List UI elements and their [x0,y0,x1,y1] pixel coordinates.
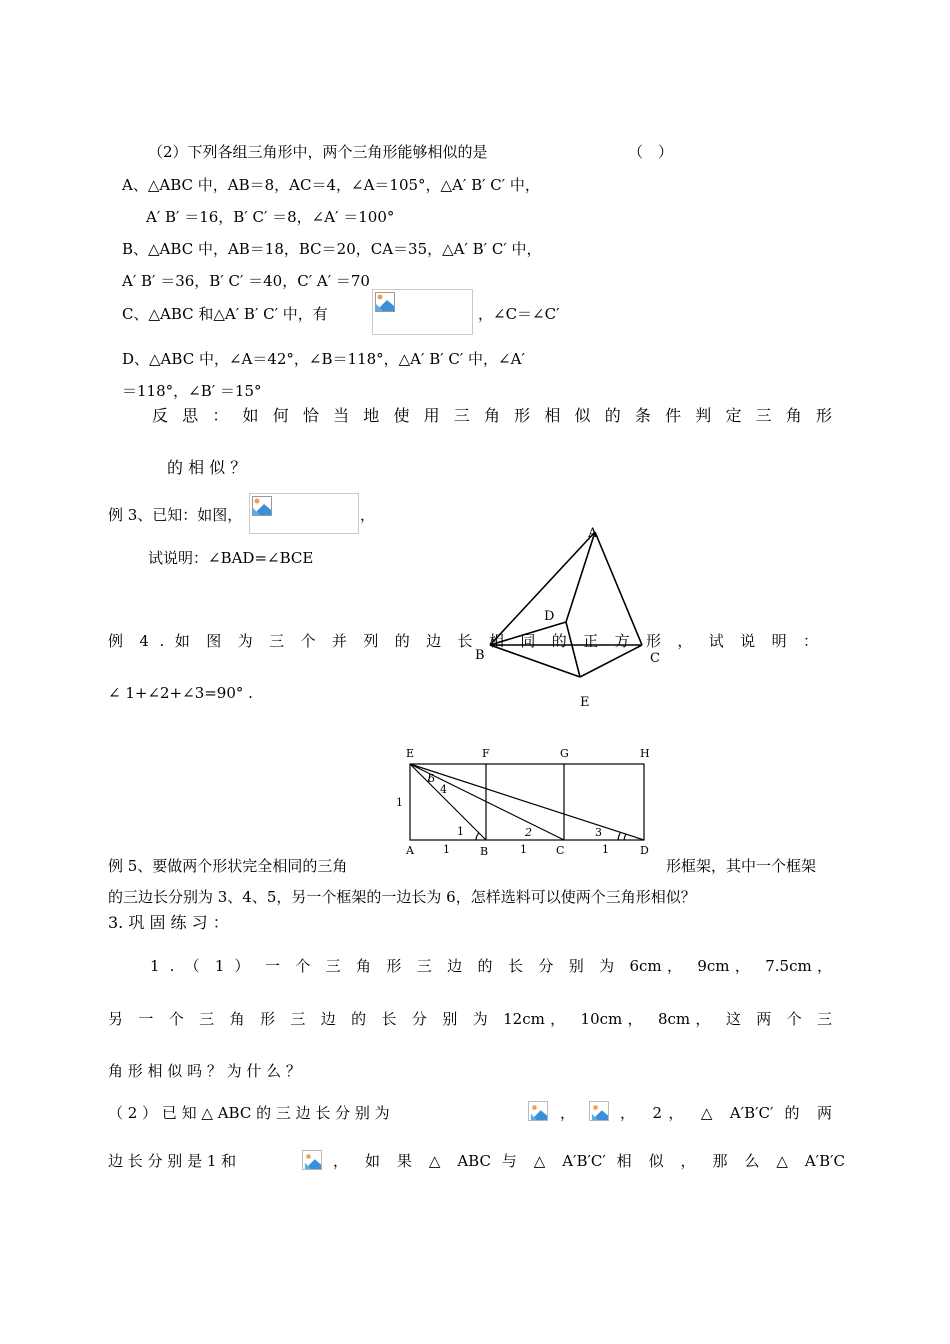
broken-image-icon [375,292,395,312]
q2-option-b-line1: B、△ABC 中，AB＝18，BC＝20，CA＝35，△A′ B′ C′ 中， [122,240,542,258]
fig2-label-g: G [560,747,569,760]
q2-stem: （2）下列各组三角形中，两个三角形能够相似的是 [148,143,488,161]
broken-image-icon [252,496,272,516]
fig2-angle-3: 3 [595,826,602,839]
broken-image-icon [591,1103,609,1121]
example5-line1-suffix: 形框架，其中一个框架 [666,857,817,875]
fig1-label-a: A [588,526,598,541]
reflection-line1: 反 思 ： 如 何 恰 当 地 使 用 三 角 形 相 似 的 条 件 判 定 三 角 形 [152,406,832,425]
fig1-label-e: E [580,695,590,710]
fig2-unit-3: 1 [602,843,609,856]
q2-option-b-line2: A′ B′ ＝36，B′ C′ ＝40，C′ A′ ＝70 [122,272,370,290]
formula-image [302,1150,322,1170]
fig1-label-c: C [650,651,660,666]
fig2-inner-label-4: 4 [440,783,447,796]
q2-option-d-line1: D、△ABC 中，∠A＝42°，∠B＝118°，△A′ B′ C′ 中，∠A′ [122,350,525,368]
fig2-unit-2: 1 [520,843,527,856]
q2-option-d-line2: ＝118°，∠B′ ＝15° [122,382,262,400]
example3-suffix: ， [360,506,376,524]
fig2-label-b: B [480,845,489,858]
fig2-label-h: H [640,747,650,760]
q2-option-c-suffix: ，∠C＝∠C′ [478,305,560,323]
fig1-label-d: D [544,609,555,624]
fig2-label-d: D [640,844,649,857]
example3-prefix: 例 3、已知：如图， [108,506,243,524]
practice2-part-a: （ 2 ） 已 知 △ ABC 的 三 边 长 分 别 为 [108,1104,390,1122]
broken-image-placeholder [372,289,473,335]
q2-answer-paren: （ ） [628,143,674,161]
broken-image-placeholder [249,493,359,534]
example5-line1-prefix: 例 5、要做两个形状完全相同的三角 [108,857,348,875]
q2-option-c-prefix: C、△ABC 和△A′ B′ C′ 中，有 [122,305,328,323]
q2-option-a-line1: A、△ABC 中，AB＝8，AC＝4，∠A＝105°，△A′ B′ C′ 中， [122,176,540,194]
fig1-label-b: B [475,648,485,663]
practice1-line1: 1 . （ 1 ） 一 个 三 角 形 三 边 的 长 分 别 为 6cm， 9cm， 7.5cm， [150,957,832,975]
fig2-label-e: E [406,747,415,760]
q2-option-a-line2: A′ B′ ＝16，B′ C′ ＝8，∠A′ ＝100° [146,208,395,226]
three-squares-figure [390,740,665,862]
example4-line1: 例 4 . 如 图 为 三 个 并 列 的 边 长 相 同 的 正 方 形 ， 试 说 明 ： [108,632,818,650]
example4-line2: ∠ 1+∠2+∠3=90° . [108,684,253,702]
practice2-part-b: ， [560,1104,576,1122]
broken-image-icon [530,1103,548,1121]
fig2-label-c: C [556,844,565,857]
practice2-part-d: 边 长 分 别 是 1 和 [108,1152,237,1170]
triangle-figure [470,520,680,715]
formula-image [589,1101,609,1121]
fig2-label-f: F [482,747,490,760]
fig2-side-length: 1 [396,796,403,809]
reflection-line2: 的 相 似 ？ [167,458,247,477]
example3-line2: 试说明：∠BAD=∠BCE [148,549,314,567]
broken-image-icon [304,1152,322,1170]
formula-image [528,1101,548,1121]
section3-title: 3. 巩 固 练 习 ： [108,913,229,932]
practice2-part-c: ， 2， △ A′B′C′ 的 两 [620,1104,832,1122]
fig2-angle-2: 2 [525,826,532,839]
fig2-inner-label-5: 5 [428,772,435,785]
fig2-unit-1: 1 [443,843,450,856]
practice2-part-e: ， 如 果 △ ABC 与 △ A′B′C′ 相 似 ， 那 么 △ A′B′C [333,1152,845,1170]
fig2-label-a: A [406,844,414,857]
fig2-angle-1: 1 [457,825,464,838]
practice1-line3: 角 形 相 似 吗 ？ 为 什 么 ？ [108,1062,301,1080]
practice1-line2: 另 一 个 三 角 形 三 边 的 长 分 别 为 12cm， 10cm， 8cm， 这 两 个 三 [108,1010,832,1028]
example5-line2: 的三边长分别为 3、4、5，另一个框架的一边长为 6，怎样选料可以使两个三角形相似？ [108,888,696,906]
